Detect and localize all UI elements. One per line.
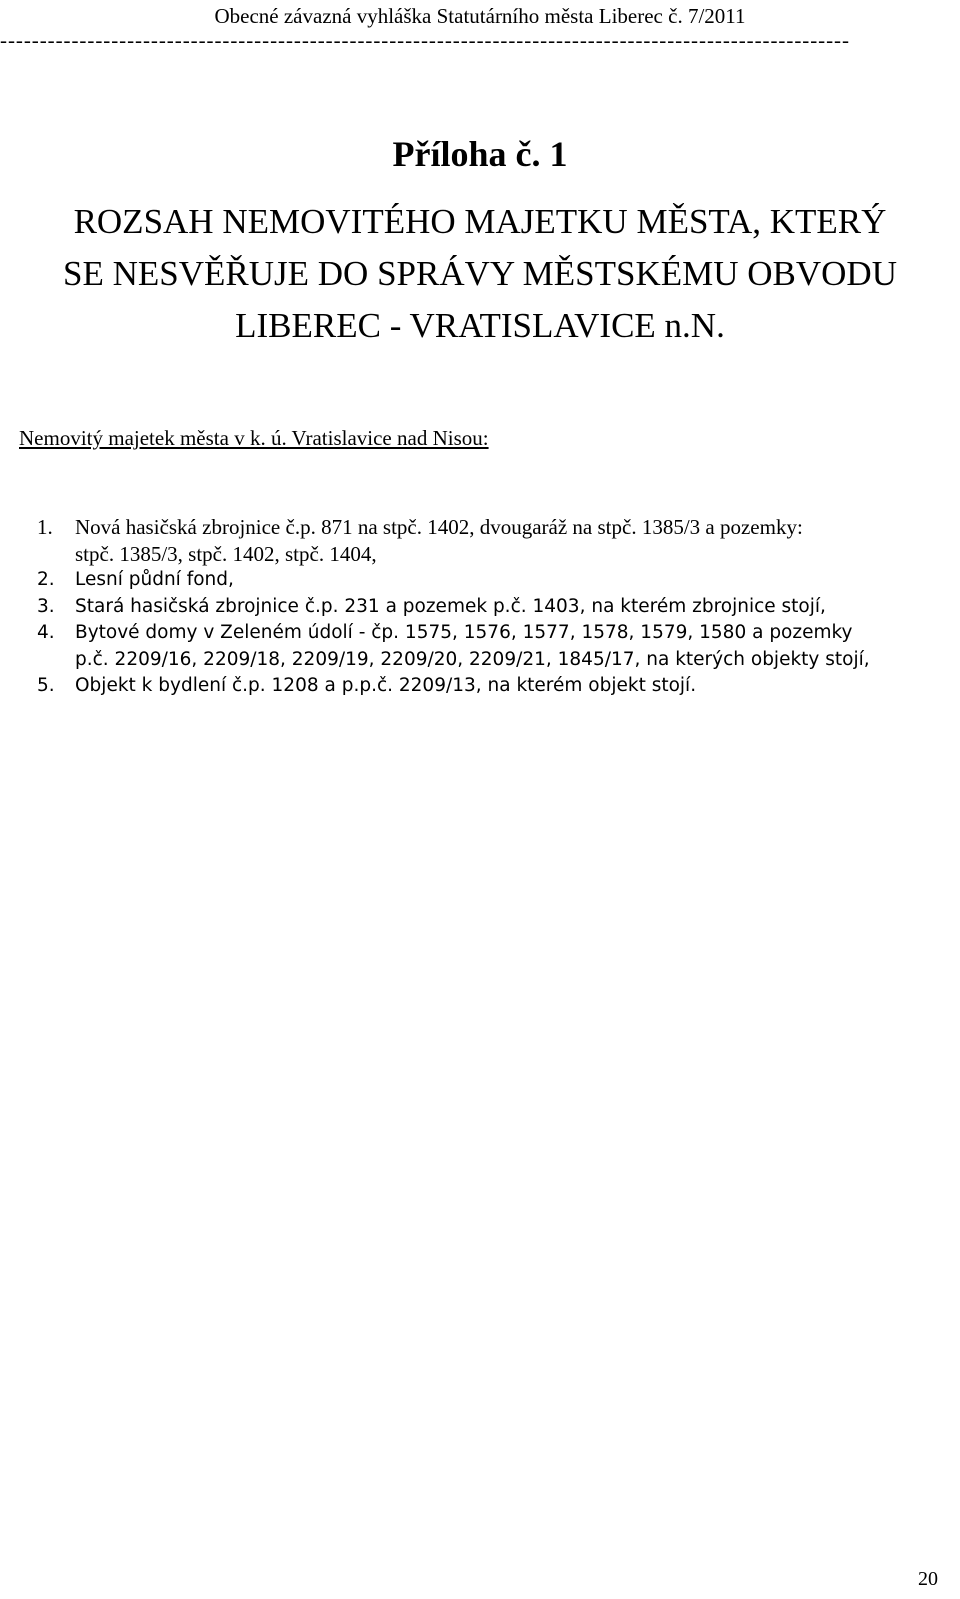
title-line: SE NESVĚŘUJE DO SPRÁVY MĚSTSKÉMU OBVODU — [63, 254, 897, 293]
list-item — [37, 594, 952, 621]
list-item-text: Lesní půdní fond, — [75, 569, 234, 590]
list-item-text: Stará hasičská zbrojnice č.p. 231 a pozemek p.č. 1403, na kterém zbrojnice stojí, — [75, 595, 826, 617]
section-subtitle: Nemovitý majetek města v k. ú. Vratislavice nad Nisou: — [19, 426, 489, 450]
list-item — [37, 620, 952, 673]
page-number: 20 — [918, 1568, 938, 1590]
list-item — [37, 567, 952, 594]
list-item-number: 4. — [37, 622, 55, 643]
list-item-number: 3. — [37, 595, 55, 617]
list-item-number: 5. — [37, 675, 55, 696]
property-list — [37, 514, 952, 700]
title-line: ROZSAH NEMOVITÉHO MAJETKU MĚSTA, KTERÝ — [73, 202, 887, 241]
header-separator: ----------------------------------------------------------------------------------------------------------- — [0, 28, 850, 52]
list-item-number: 1. — [37, 515, 53, 539]
list-item-text: p.č. 2209/16, 2209/18, 2209/19, 2209/20, 2209/21, 1845/17, na kterých objekty stojí, — [75, 648, 870, 670]
list-item — [37, 514, 952, 567]
title-line: LIBEREC - VRATISLAVICE n.N. — [235, 306, 725, 345]
document-title — [0, 196, 960, 352]
document-header: Obecné závazná vyhláška Statutárního města Liberec č. 7/2011 — [214, 4, 746, 28]
list-item-number: 2. — [37, 569, 55, 590]
list-item-text: stpč. 1385/3, stpč. 1402, stpč. 1404, — [75, 541, 377, 566]
list-item-text: Nová hasičská zbrojnice č.p. 871 na stpč. 1402, dvougaráž na stpč. 1385/3 a pozemky: — [75, 515, 803, 539]
appendix-heading: Příloha č. 1 — [392, 134, 568, 174]
list-item-text: Objekt k bydlení č.p. 1208 a p.p.č. 2209/13, na kterém objekt stojí. — [75, 675, 697, 696]
list-item — [37, 673, 952, 700]
list-item-text: Bytové domy v Zeleném údolí - čp. 1575, 1576, 1577, 1578, 1579, 1580 a pozemky — [75, 622, 853, 643]
